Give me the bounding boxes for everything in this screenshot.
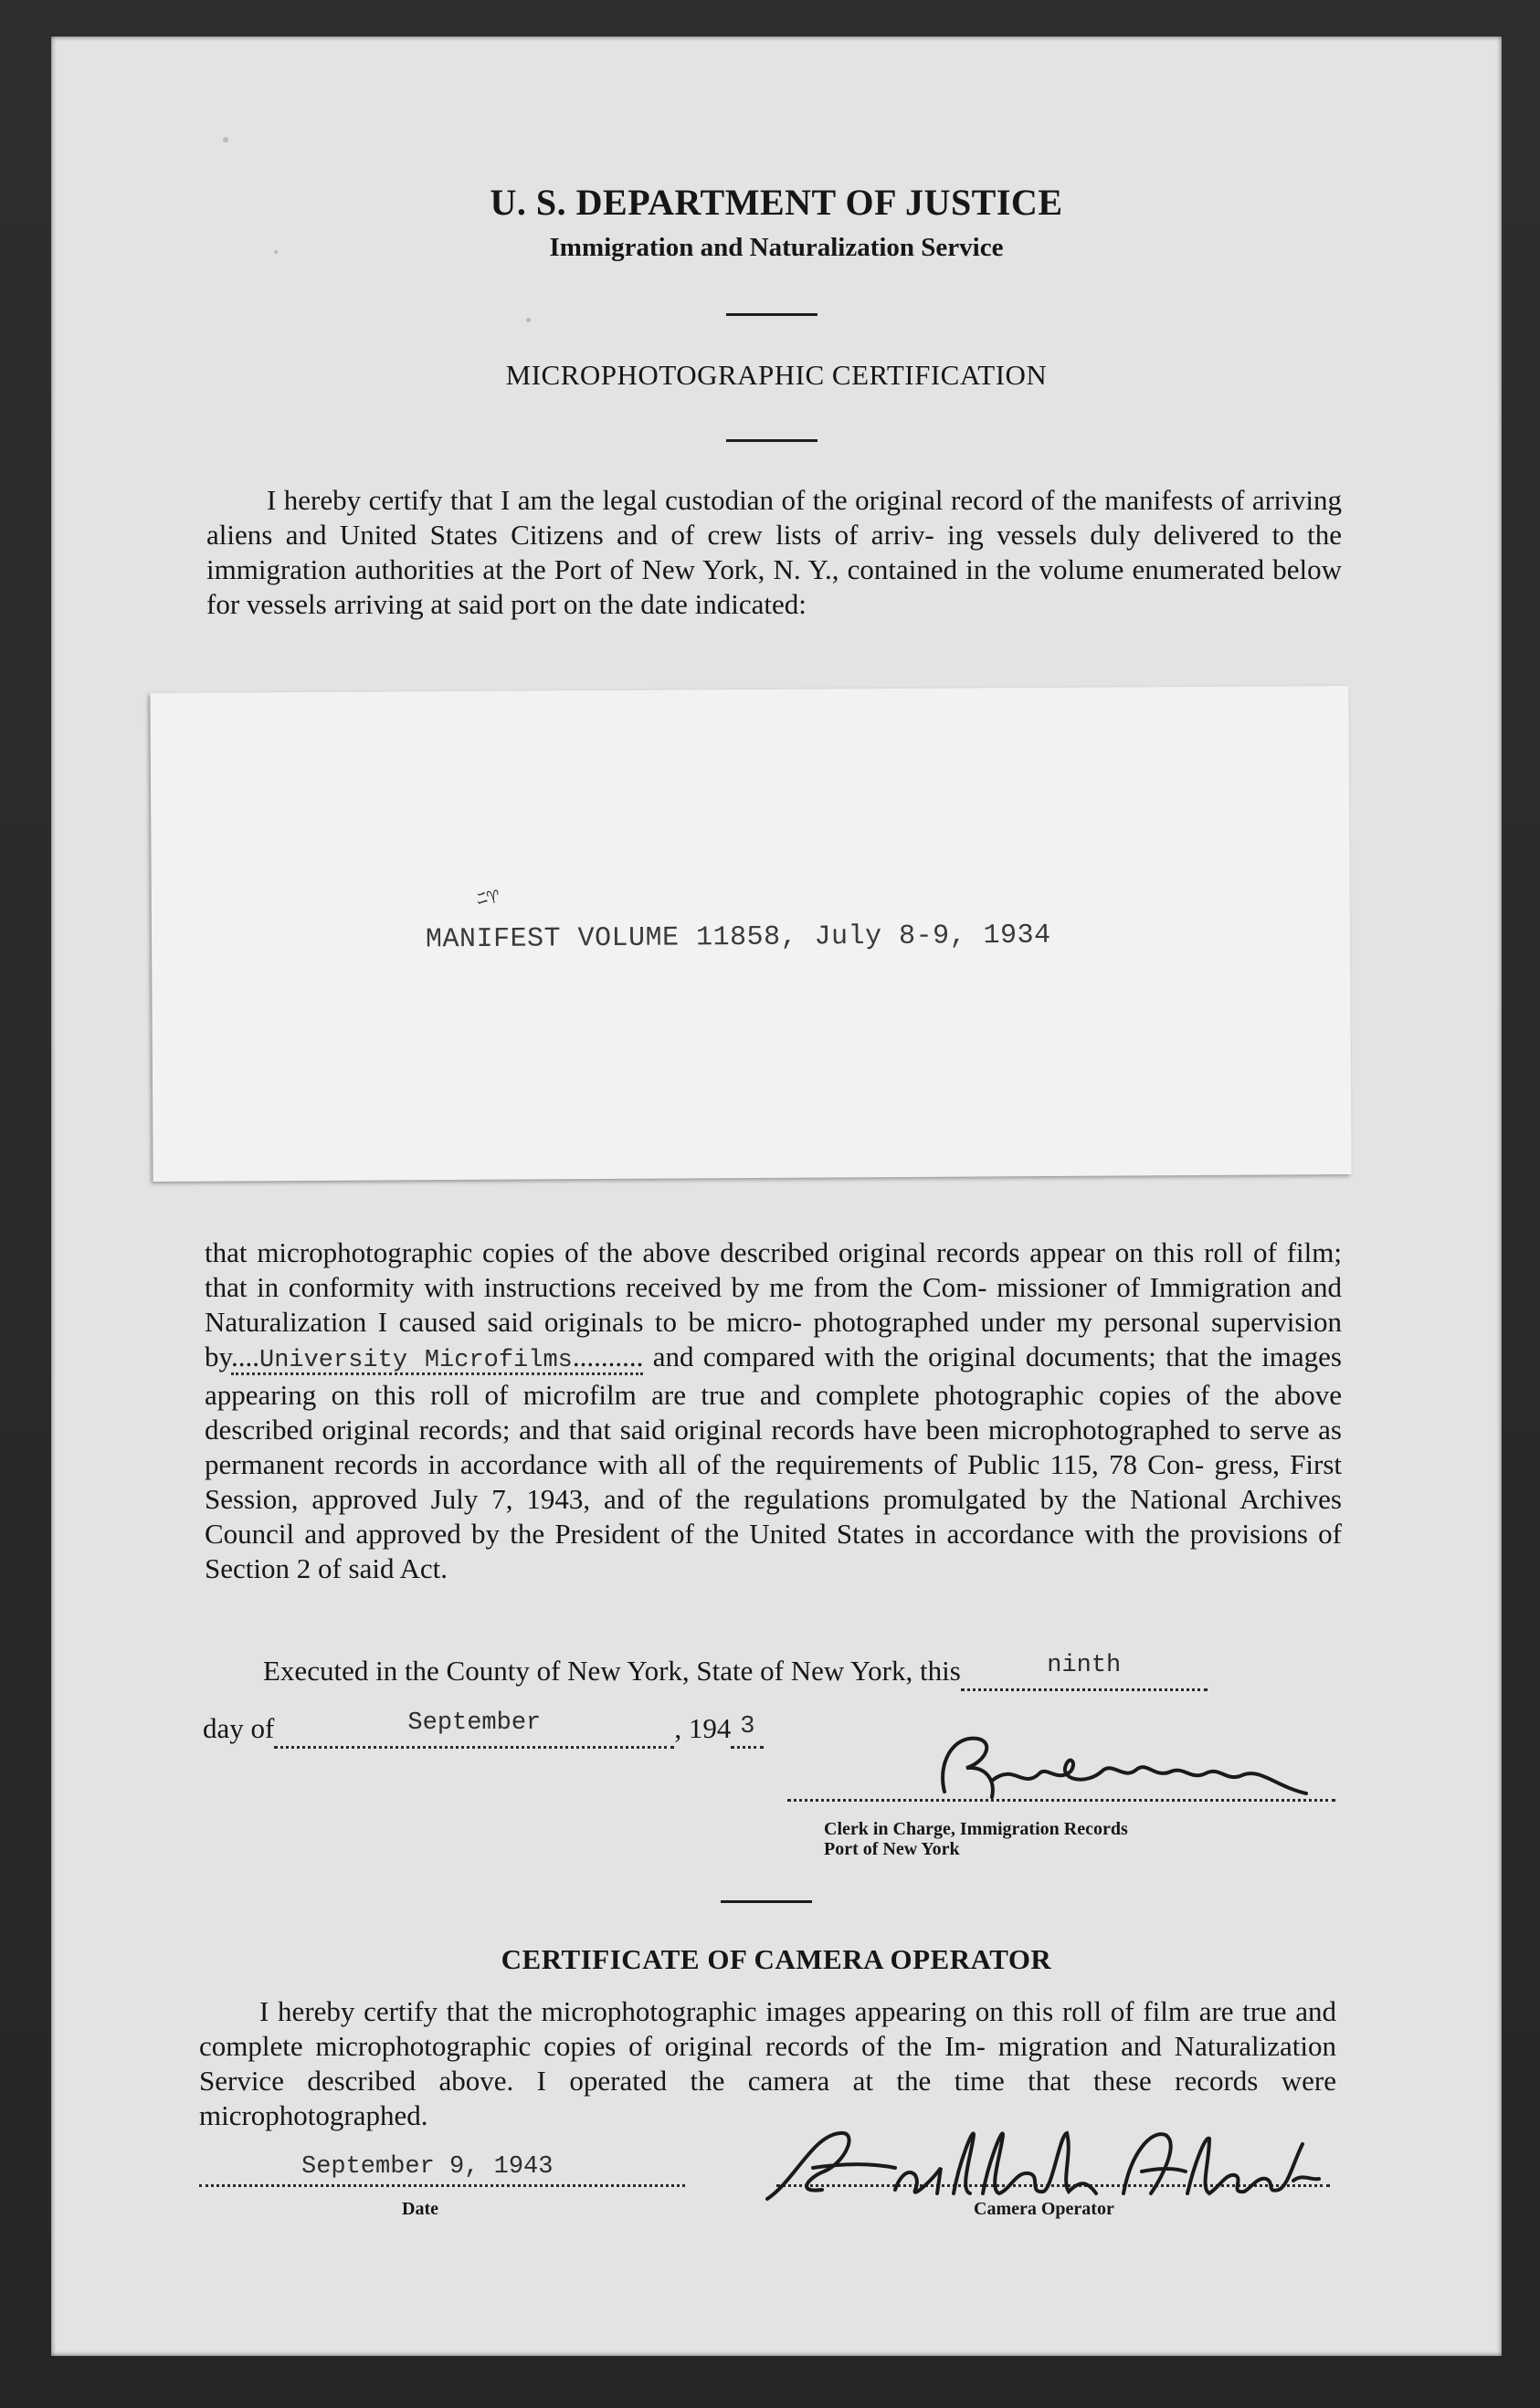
day-field (961, 1652, 1208, 1691)
execution-line (263, 1652, 1208, 1691)
paragraph-line: N. Y., contained in the volume enumerated below for vessels arriving at said port on (206, 553, 1342, 620)
paragraph-line: permanent records in accordance with all of the requirements of Public 115, 78 Con- (205, 1448, 1205, 1480)
supervision-prefix: photographed under my personal supervision by (205, 1306, 1343, 1372)
custodian-paragraph (206, 483, 1342, 622)
paragraph-line: manifests of arriving aliens and United States Citizens and of crew lists of arriv- (206, 484, 1343, 551)
divider-rule (721, 1900, 812, 1903)
clerk-location: Port of New York (824, 1839, 960, 1859)
month-field (274, 1709, 674, 1749)
camera-certificate-title: CERTIFICATE OF CAMERA OPERATOR (501, 1943, 1052, 1975)
paragraph-line: microfilm are true and complete photographic copies of the above described original (205, 1379, 1342, 1446)
year-field (731, 1712, 764, 1749)
year-suffix: 3 (740, 1713, 755, 1740)
day-of-label: day of (203, 1712, 275, 1744)
paper-speck (223, 137, 228, 142)
paragraph-line: the date indicated: (598, 588, 807, 620)
month-value: September (407, 1709, 542, 1737)
paragraph-line: records; and that said original records have been microphotographed to serve as (418, 1414, 1342, 1446)
operator-date-value: September 9, 1943 (301, 2153, 554, 2181)
paragraph-line: I hereby certify that the microphotographic images appearing on this roll of (259, 1995, 1134, 2027)
camera-operator-paragraph (199, 1994, 1336, 2133)
divider-rule (726, 439, 817, 442)
microfilmer-value: University Microfilms (259, 1347, 573, 1374)
microfilmer-field: ....University Microfilms.......... (231, 1341, 644, 1374)
paragraph-line: National Archives Council and approved by the President of the United States in (205, 1483, 1342, 1550)
certification-title: MICROPHOTOGRAPHIC CERTIFICATION (505, 359, 1048, 391)
paragraph-line: accordance with the provisions of Section 2 of said Act. (205, 1518, 1342, 1584)
clerk-signature (932, 1726, 1315, 1808)
camera-operator-signature (758, 2117, 1324, 2208)
divider-rule (726, 313, 817, 316)
paragraph-line: time that these records were microphotographed. (199, 2065, 1336, 2131)
paragraph-line: roll of film; that in conformity with instructions received by me from the Com- (205, 1236, 1342, 1303)
year-prefix: , 194 (674, 1712, 732, 1744)
execution-prefix: Executed in the County of New York, State of New York, this (263, 1655, 961, 1687)
clerk-title: Clerk in Charge, Immigration Records (824, 1819, 1128, 1839)
paragraph-line: that microphotographic copies of the above described original records appear on this (205, 1236, 1195, 1268)
service-subtitle: Immigration and Naturalization Service (549, 233, 1004, 262)
paragraph-line: migration and Naturalization Service described above. I operated the camera at the (199, 2030, 1336, 2097)
manifest-volume-text: MANIFEST VOLUME 11858, July 8-9, 1934 (425, 920, 1051, 956)
date-caption: Date (402, 2199, 438, 2219)
paragraph-line: missioner of Immigration and Naturalization I caused said originals to be micro- (205, 1271, 1342, 1338)
paper-speck (526, 318, 531, 322)
operator-date-line (199, 2184, 685, 2187)
microphotographic-paragraph (205, 1236, 1342, 1586)
camera-operator-caption: Camera Operator (974, 2199, 1114, 2219)
paragraph-line: I hereby certify that I am the legal custodian of the original record of the (267, 484, 1097, 516)
paragraph-line: film are true and complete microphotographic copies of original records of the Im- (199, 1995, 1336, 2062)
date-line (203, 1709, 764, 1749)
paragraph-line: and compared with the original documents; that the images appearing on this roll of (205, 1341, 1342, 1411)
paragraph-line: gress, First Session, approved July 7, 1943, and of the regulations promulgated by the (205, 1448, 1342, 1515)
department-title: U. S. DEPARTMENT OF JUSTICE (490, 182, 1063, 223)
paragraph-line: ing vessels duly delivered to the immigration authorities at the Port of New York, (206, 519, 1342, 585)
slip-mark: ﾆ♈ (475, 885, 501, 911)
day-value: ninth (1047, 1652, 1122, 1679)
